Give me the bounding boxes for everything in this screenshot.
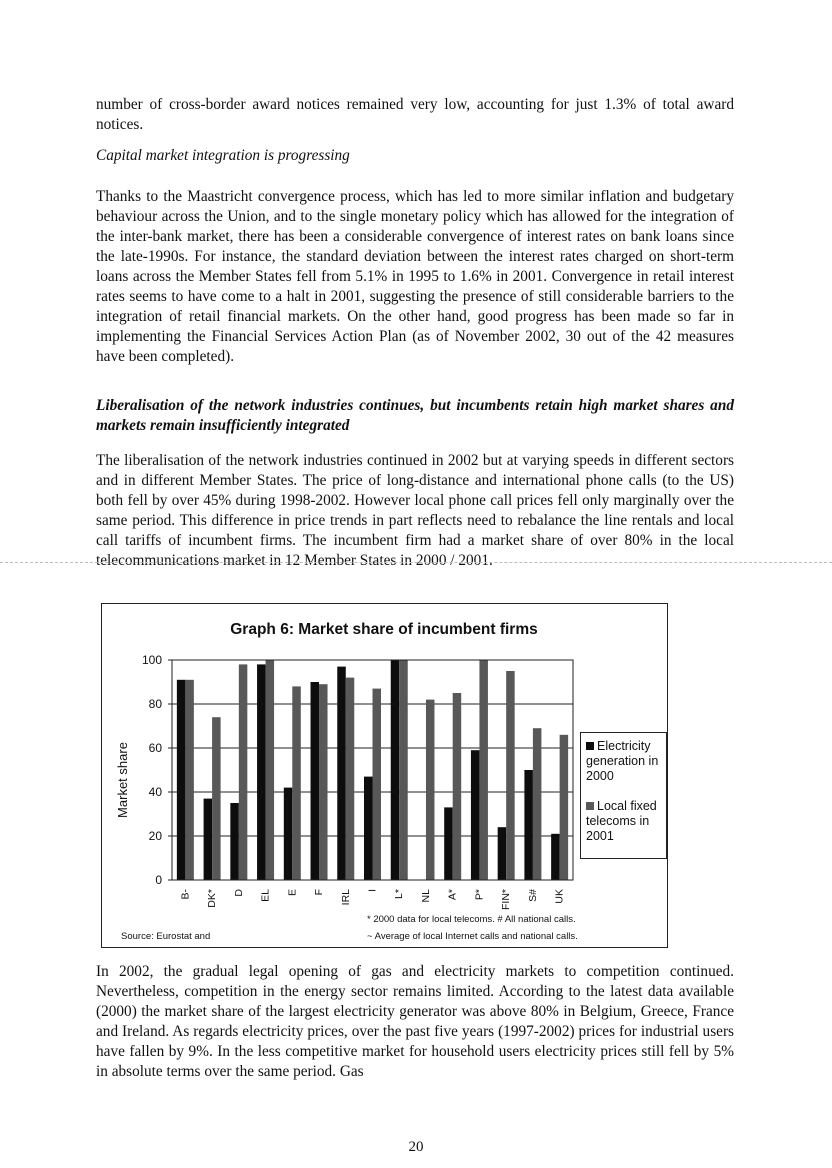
y-tick-label: 40 (148, 785, 162, 799)
paragraph-capital-market: Thanks to the Maastricht convergence process, which has led to more similar inflation and budgetary behaviour across the Union, and to the single monetary policy which has allowed for the integration of the inter-bank market, there has been a considerable convergence of interest rates on bank loans since the late-1990s. For instance, the standard deviation between the interest rates charged on short-term loans across the Member States fell from 5.1% in 1995 to 1.6% in 2001. Convergence in retail interest rates seems to have come to a halt in 2001, suggesting the presence of still considerable barriers to the integration of retail financial markets. On the other hand, good progress has been made so far in implementing the Financial Services Action Plan (as of November 2002, 30 out of the 42 measures have been completed). (96, 188, 734, 365)
legend-swatch-telecom (586, 802, 594, 810)
bar-local-telecom (399, 660, 408, 880)
bar-local-telecom (479, 660, 488, 880)
bar-electricity (391, 660, 400, 880)
bar-local-telecom (319, 684, 328, 880)
bar-electricity (551, 834, 560, 880)
bar-electricity (177, 680, 186, 880)
x-tick-label: NL (419, 889, 432, 903)
page-number: 20 (408, 1139, 424, 1155)
bar-electricity (337, 667, 346, 880)
x-tick-label: UK (553, 889, 566, 904)
bar-electricity (230, 803, 239, 880)
chart-note-average: ~ Average of local Internet calls and national calls. (367, 931, 578, 942)
chart-x-tick-labels (179, 888, 565, 910)
chart-y-axis-label: Market share (115, 742, 130, 818)
x-tick-label: EL (259, 889, 272, 902)
x-tick-label: IRL (339, 889, 352, 906)
bar-local-telecom (533, 728, 542, 880)
bar-electricity (257, 664, 266, 880)
bar-local-telecom (239, 664, 248, 880)
y-tick-label: 60 (148, 741, 162, 755)
bar-local-telecom (346, 678, 355, 880)
bar-local-telecom (266, 660, 275, 880)
paragraph-award-notices: number of cross-border award notices remained very low, accounting for just 1.3% of total award notices. (96, 96, 734, 133)
bar-local-telecom (373, 689, 382, 880)
bar-local-telecom (453, 693, 462, 880)
x-tick-label: L* (393, 889, 406, 899)
bar-local-telecom (560, 735, 569, 880)
legend-swatch-electricity (586, 742, 594, 750)
heading-capital-market: Capital market integration is progressing (96, 147, 350, 164)
bar-electricity (471, 750, 480, 880)
legend-item-electricity (586, 739, 666, 784)
chart-y-ticks (142, 653, 172, 887)
x-tick-label: DK* (206, 889, 219, 908)
bar-electricity (204, 799, 213, 880)
bar-local-telecom (212, 717, 221, 880)
paragraph-network-industries: The liberalisation of the network industries continued in 2002 but at varying speeds in different sectors and in different Member States. The price of long-distance and international phone calls (to the US) both fell by over 45% during 1998-2002. However local phone call prices fell only marginally over the same period. This difference in price trends in part reflects need to rebalance the line rentals and local call tariffs of incumbent firms. The incumbent firm had a market share of over 80% in the local telecommunications market in 12 Member States in 2000 / 2001. (96, 452, 734, 569)
x-tick-label: F (313, 889, 326, 896)
x-tick-label: FIN* (500, 889, 513, 910)
heading-network-industries: Liberalisation of the network industries continues, but incumbents retain high market shares and markets remain insufficiently integrated (96, 397, 734, 434)
chart-note-footnote: * 2000 data for local telecoms. # All national calls. (367, 914, 576, 925)
bar-electricity (284, 788, 293, 880)
bar-electricity (311, 682, 320, 880)
x-tick-label: E (286, 889, 299, 897)
x-tick-label: A* (446, 889, 459, 901)
chart-source: Source: Eurostat and (121, 931, 211, 942)
y-tick-label: 100 (141, 653, 162, 667)
x-tick-label: S# (526, 889, 539, 902)
bar-electricity (444, 807, 453, 880)
legend-label-telecom: Local fixed telecoms in 2001 (586, 799, 657, 843)
bar-electricity (498, 827, 507, 880)
bar-local-telecom (506, 671, 514, 880)
paragraph-energy-markets: In 2002, the gradual legal opening of gas and electricity markets to competition continued. Nevertheless, competition in the energy sector remains limited. According to the latest data available (2000) the market share of the largest electricity generator was above 80% in Belgium, Greece, France and Ireland. As regards electricity prices, over the past five years (1997-2002) prices for industrial users have fallen by 9%. In the less competitive market for household users electricity prices still fell by 5% in absolute terms over the same period. Gas (96, 963, 734, 1080)
bar-electricity (364, 777, 373, 880)
bar-local-telecom (185, 680, 194, 880)
legend-label-electricity: Electricity generation in 2000 (586, 739, 659, 783)
y-tick-label: 0 (155, 873, 162, 887)
x-tick-label: D (232, 889, 245, 897)
scan-strike-line (0, 562, 832, 563)
bar-local-telecom (426, 700, 435, 880)
chart-title: Graph 6: Market share of incumbent firms (230, 621, 538, 638)
bar-electricity (524, 770, 533, 880)
y-tick-label: 20 (148, 829, 162, 843)
x-tick-label: B- (179, 889, 192, 900)
bar-local-telecom (292, 686, 301, 880)
y-tick-label: 80 (148, 697, 162, 711)
x-tick-label: P* (473, 889, 486, 901)
chart-legend (580, 732, 667, 859)
chart-graph-6 (101, 603, 668, 948)
legend-item-telecom (586, 799, 666, 844)
x-tick-label: I (366, 889, 379, 892)
chart-bars (177, 660, 568, 880)
